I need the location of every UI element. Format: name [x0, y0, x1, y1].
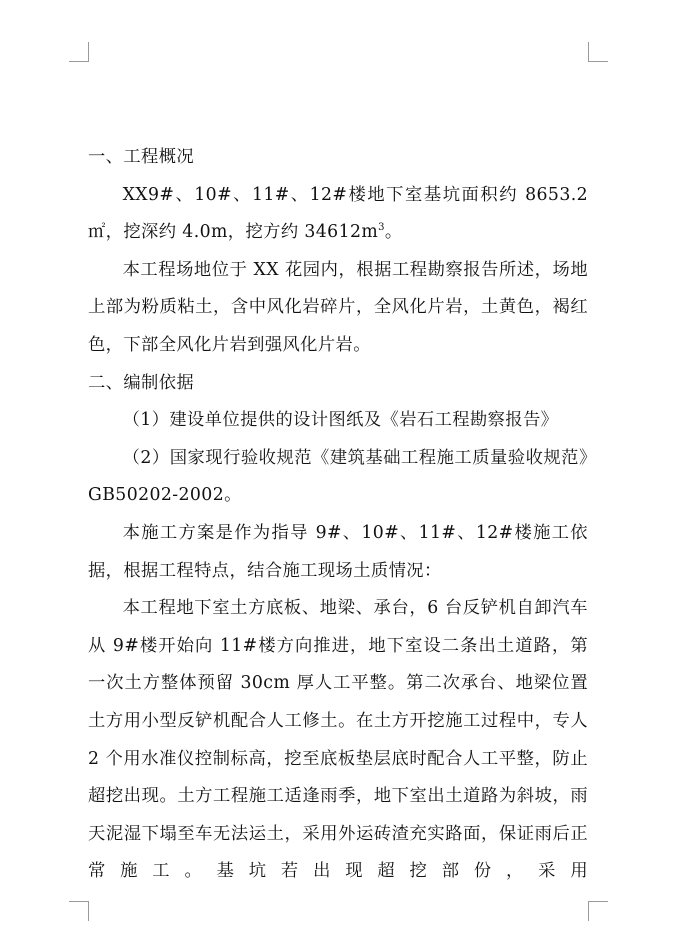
page-corner-mark-bottom-left: [69, 901, 89, 921]
page-corner-mark-bottom-right: [588, 901, 608, 921]
superscript-cubic: 3: [378, 222, 385, 234]
document-body: [88, 139, 588, 891]
page-corner-mark-top-left: [69, 42, 89, 62]
paragraph-basis-item-2: （2）国家现行验收规范《建筑基础工程施工质量验收规范》GB50202-2002。: [88, 447, 588, 506]
section-heading-basis: 二、编制依据: [88, 372, 195, 393]
page-corner-mark-top-right: [588, 42, 608, 62]
paragraph-excavation-area: [88, 177, 588, 252]
paragraph-basis-item-1: （1）建设单位提供的设计图纸及《岩石工程勘察报告》: [122, 410, 559, 431]
paragraph-excavation-area-text: XX9#、10#、11#、12#楼地下室基坑面积约 8653.2 ㎡，挖深约 4.0m，挖方约 34612m: [88, 184, 588, 243]
paragraph-plan-purpose: 本施工方案是作为指导 9#、10#、11#、12#楼施工依据，根据工程特点，结合施工现场土质情况：: [88, 522, 588, 581]
paragraph-site-geology: 本工程场地位于 XX 花园内，根据工程勘察报告所述，场地上部为粉质粘土，含中风化岩碎片，全风化片岩，土黄色，褐红色，下部全风化片岩到强风化片岩。: [88, 259, 588, 355]
paragraph-excavation-area-end: 。: [384, 222, 403, 243]
section-heading-overview: 一、工程概况: [88, 147, 195, 167]
paragraph-construction-method: 本工程地下室土方底板、地梁、承台，6 台反铲机自卸汽车从 9#楼开始向 11#楼方向推进，地下室设二条出土道路，第一次土方整体预留 30cm 厚人工平整。第二次承台、地梁位置土方用小型反铲机配合人工修土。在土方开挖施工过程中，专人 2 个用水准仪控制标高，挖至底板垫层底时配合人工平整，防止超挖出现。土方工程施工适逢雨季，地下室出土道路为斜坡，雨天泥湿下塌至车无法运土，采用外运砖渣充实路面，保证雨后正常施工。基坑若出现超挖部份，采用: [88, 598, 588, 882]
